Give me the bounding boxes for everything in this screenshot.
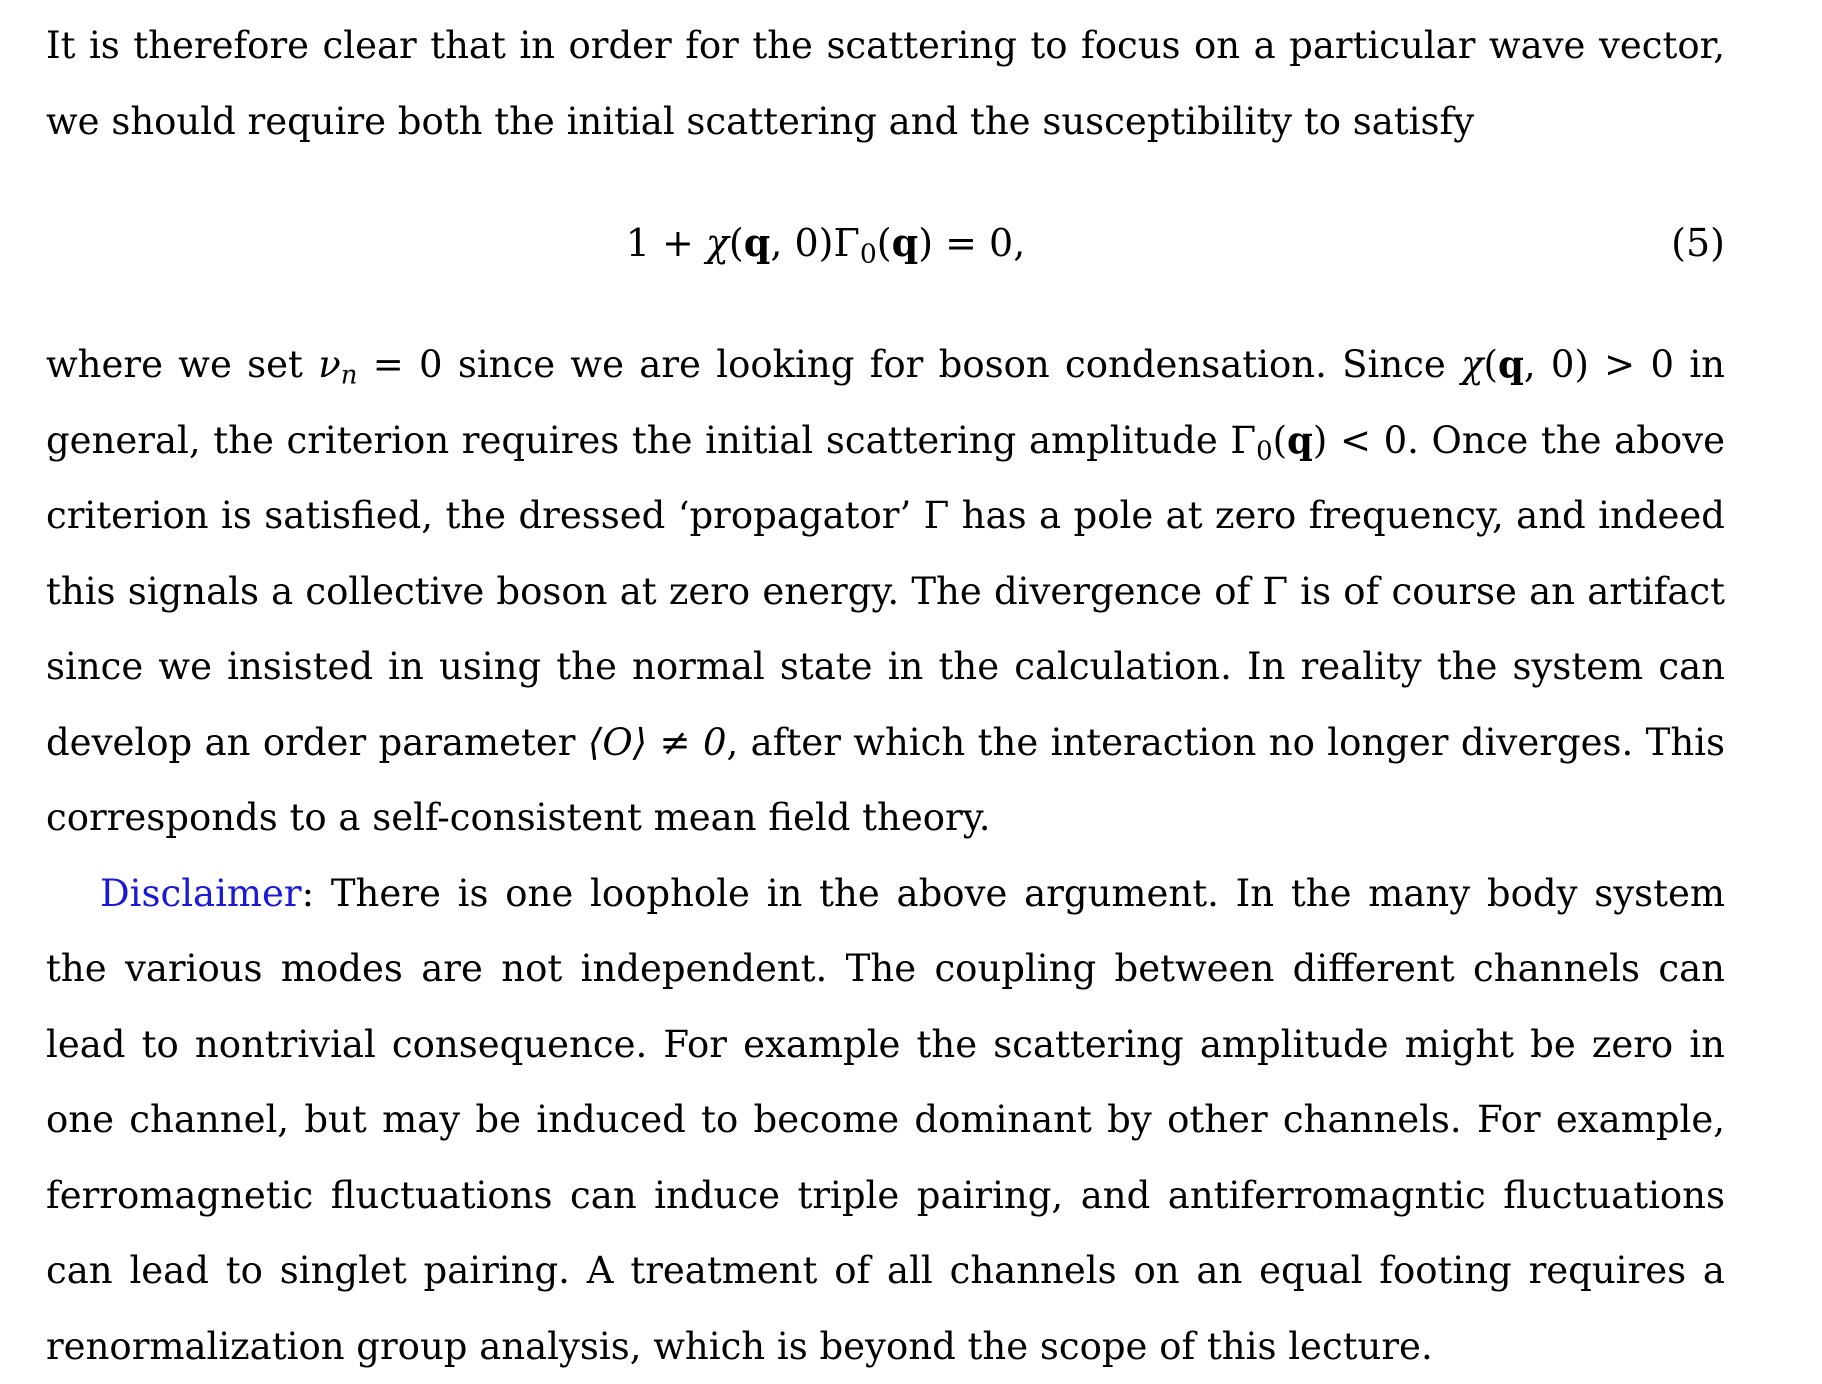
- eq-one: 1 +: [626, 221, 706, 265]
- criterion-text-5: (: [1273, 419, 1287, 462]
- paragraph-intro-text: It is therefore clear that in order for the scattering to focus on a particular wave vector, we should require both the initial scattering and the susceptibility to satisfy: [46, 24, 1725, 143]
- q-vector: q: [1498, 342, 1524, 386]
- eq-open-paren: (: [729, 221, 744, 265]
- criterion-text-3: (: [1484, 343, 1498, 386]
- equation-5: [46, 159, 1725, 327]
- chi-symbol: χ: [1461, 343, 1483, 386]
- eq-gamma: Γ: [834, 221, 860, 265]
- gamma-symbol: Γ: [1230, 419, 1256, 462]
- eq-chi: χ: [706, 221, 729, 265]
- paragraph-disclaimer: [46, 856, 1725, 1384]
- paragraph-criterion: [46, 327, 1725, 856]
- eq-q: q: [744, 220, 771, 265]
- equation-body: [46, 159, 1725, 327]
- eq-open-paren-2: (: [877, 221, 892, 265]
- criterion-text-4: , 0) > 0 in general, the criterion requires the initial scattering amplitude: [46, 343, 1725, 462]
- criterion-text-2: = 0 since we are looking for boson condensation. Since: [357, 343, 1461, 386]
- criterion-text-1: where we set: [46, 343, 318, 386]
- eq-q-2: q: [892, 220, 919, 265]
- gamma-subscript: 0: [1256, 436, 1272, 466]
- q-vector-2: q: [1287, 418, 1313, 462]
- paragraph-intro: [46, 8, 1725, 159]
- eq-comma-zero: , 0): [770, 221, 833, 265]
- nu-subscript: n: [341, 360, 358, 390]
- eq-gamma-subscript: 0: [860, 239, 877, 270]
- equation-number: (5): [1671, 159, 1725, 327]
- disclaimer-text: : There is one loophole in the above argument. In the many body system the various modes are not independent. The coupling between different channels can lead to nontrivial consequence. For example the scattering amplitude might be zero in one channel, but may be induced to become dominant by other channels. For example, ferromagnetic fluctuations can induce triple pairing, and antiferromagntic fluctuations can lead to singlet pairing. A treatment of all channels on an equal footing requires a renormalization group analysis, which is beyond the scope of this lecture.: [46, 872, 1725, 1368]
- order-parameter: ⟨O⟩ ≠ 0: [588, 721, 727, 764]
- criterion-text-7: , after which the interaction no longer diverges. This corresponds to a self-consistent mean field theory.: [46, 721, 1725, 840]
- disclaimer-link[interactable]: Disclaimer: [100, 872, 302, 915]
- eq-rhs: ) = 0,: [918, 221, 1025, 265]
- criterion-text-6: ) < 0. Once the above criterion is satisfied, the dressed ‘propagator’ Γ has a pole at zero frequency, and indeed this signals a collective boson at zero energy. The divergence of Γ is of course an artifact since we insisted in using the normal state in the calculation. In reality the system can develop an order parameter: [46, 419, 1725, 764]
- nu-symbol: ν: [318, 343, 341, 386]
